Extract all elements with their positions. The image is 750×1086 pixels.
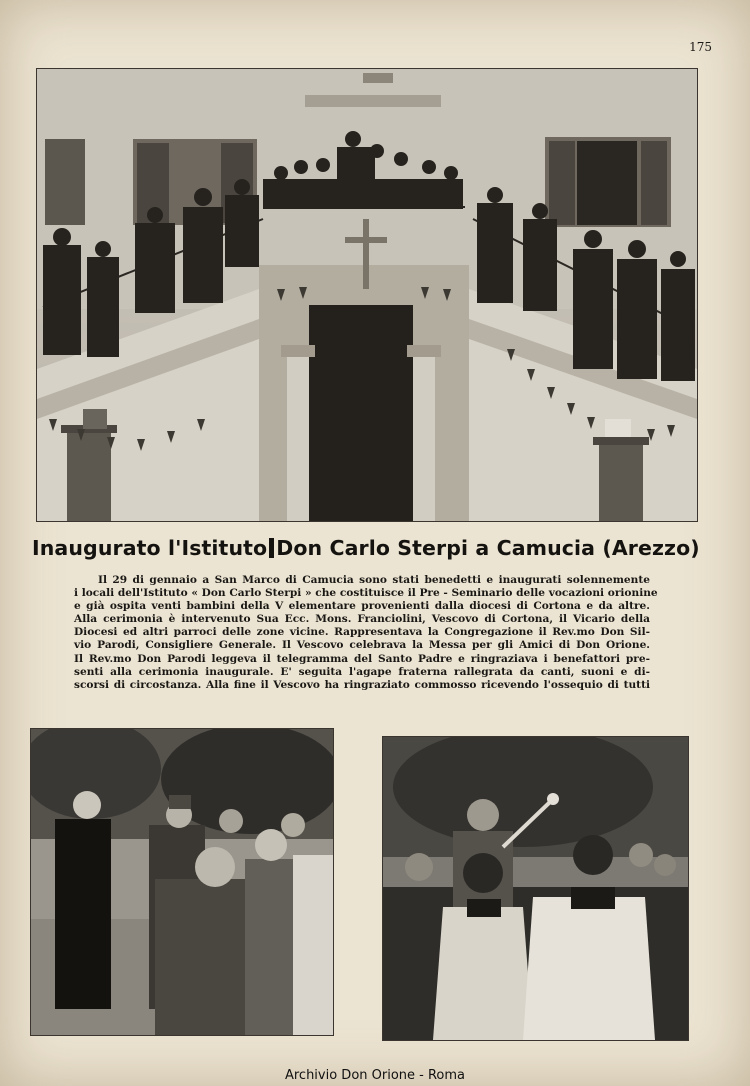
body-line: Alla cerimonia è intervenuto Sua Ecc. Mons. Franciolini, Vescovo di Cortona, il Vicario della: [74, 613, 650, 626]
headline-part-1: Inaugurato l'Istituto: [32, 536, 268, 560]
archive-footer: Archivio Don Orione - Roma: [284, 1068, 466, 1083]
headline-separator: [269, 538, 274, 558]
headline-part-2: Don Carlo Sterpi a Camucia (Arezzo): [276, 536, 700, 560]
photo-blessing-ceremony: [382, 736, 689, 1041]
body-line: Il 29 di gennaio a San Marco di Camucia sono stati benedetti e inaugurati solennemente: [98, 574, 650, 586]
page-number: 175: [689, 40, 712, 54]
article-headline: [32, 536, 722, 560]
body-line: Il Rev.mo Don Parodi leggeva il telegramma del Santo Padre e ringraziava i benefattori pre-: [74, 652, 650, 665]
body-line: senti alla cerimonia inaugurale. E' seguita l'agape fraterna rallegrata da canti, suoni e di-: [74, 665, 650, 678]
body-line: e già ospita venti bambini della V elementare provenienti dalla diocesi di Cortona e da altre.: [74, 600, 650, 613]
photo-institute-building: [36, 68, 698, 522]
body-line: Diocesi ed altri parroci delle zone vicine. Rappresentava la Congregazione il Rev.mo Don Sil-: [74, 626, 650, 639]
body-line: vio Parodi, Consigliere Generale. Il Vescovo celebrava la Messa per gli Amici di Don Orione.: [74, 639, 650, 652]
body-line: i locali dell'Istituto « Don Carlo Sterpi » che costituisce il Pre - Seminario delle vocazioni orionine: [74, 587, 658, 600]
photo-clergy-gathering: [30, 728, 334, 1036]
body-line: scorsi di circostanza. Alla fine il Vescovo ha ringraziato commosso ricevendo l'ossequio di tutti: [74, 678, 650, 691]
article-body: [74, 574, 658, 692]
